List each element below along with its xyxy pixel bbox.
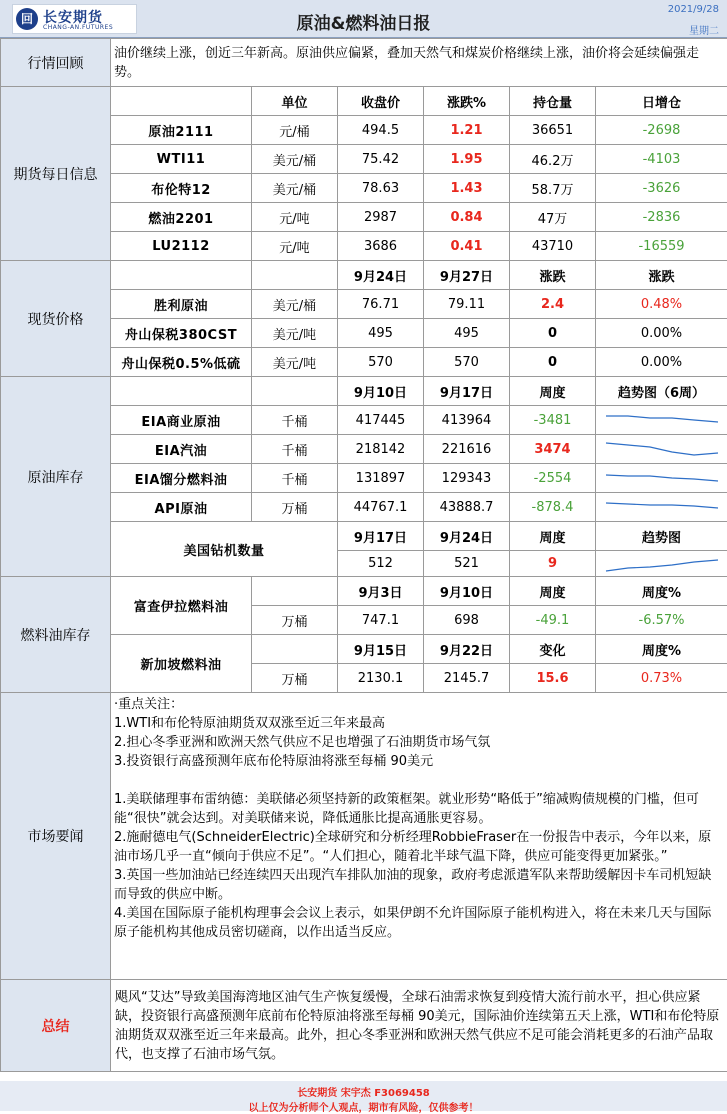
- futures-header-chg: 涨跌%: [424, 87, 510, 116]
- trend-sparkline-api-crude: [603, 496, 721, 518]
- news-item: 3.英国一些加油站已经连续四天出现汽车排队加油的现象，政府考虑派遣军队来帮助缓解因卡车司机短缺而导致的供应中断。: [114, 866, 724, 904]
- futures-delta: -2836: [596, 203, 727, 232]
- review-text: 油价继续上涨，创近三年新高。原油供应偏紧，叠加天然气和煤炭价格继续上涨，油价将会延续偏强走势。: [111, 39, 727, 87]
- spot-d1: 570: [338, 348, 424, 377]
- spot-pct: 0.00%: [596, 319, 727, 348]
- news-focus-item: 2.担心冬季亚洲和欧洲天然气供应不足也增强了石油期货市场气氛: [114, 733, 724, 752]
- review-label: 行情回顾: [1, 39, 111, 87]
- futures-header-close: 收盘价: [338, 87, 424, 116]
- crude-inv-header-trend: 趋势图（6周）: [596, 377, 727, 406]
- news-focus-item: 1.WTI和布伦特原油期货双双涨至近三年来最高: [114, 714, 724, 733]
- footer-disclaimer: 以上仅为分析师个人观点，期市有风险，仅供参考！: [0, 1099, 727, 1114]
- futures-unit: 元/吨: [252, 203, 338, 232]
- spot-unit: 美元/桶: [252, 290, 338, 319]
- trend-sparkline-cell: [596, 493, 727, 522]
- futures-close: 3686: [338, 232, 424, 261]
- fujairah-name: 富查伊拉燃料油: [111, 577, 252, 635]
- futures-oi: 46.2万: [510, 145, 596, 174]
- singapore-header-d2: 9月22日: [424, 635, 510, 664]
- futures-close: 75.42: [338, 145, 424, 174]
- crude-inv-unit: 万桶: [252, 493, 338, 522]
- crude-inv-label: 原油库存: [1, 377, 111, 577]
- futures-delta: -4103: [596, 145, 727, 174]
- spot-label: 现货价格: [1, 261, 111, 377]
- futures-close: 78.63: [338, 174, 424, 203]
- spot-chg: 0: [510, 319, 596, 348]
- crude-inv-wk: -3481: [510, 406, 596, 435]
- rig-d1: 512: [338, 551, 424, 577]
- crude-inv-header-d2: 9月17日: [424, 377, 510, 406]
- rig-header-d1: 9月17日: [338, 522, 424, 551]
- spot-chg: 0: [510, 348, 596, 377]
- futures-oi: 43710: [510, 232, 596, 261]
- futures-chg: 1.21: [424, 116, 510, 145]
- fujairah-d1: 747.1: [338, 606, 424, 635]
- crude-inv-d2: 221616: [424, 435, 510, 464]
- rig-count-name: 美国钻机数量: [111, 522, 338, 577]
- futures-name: 燃油2201: [111, 203, 252, 232]
- spot-chg: 2.4: [510, 290, 596, 319]
- spot-name: 舟山保税380CST: [111, 319, 252, 348]
- spot-header-row: [1, 261, 727, 290]
- spot-unit: 美元/吨: [252, 319, 338, 348]
- fuel-inv-label: 燃料油库存: [1, 577, 111, 693]
- spot-header-chg: 涨跌: [510, 261, 596, 290]
- singapore-pct: 0.73%: [596, 664, 727, 693]
- trend-sparkline-cell: [596, 406, 727, 435]
- singapore-header-d1: 9月15日: [338, 635, 424, 664]
- futures-name: LU2112: [111, 232, 252, 261]
- fujairah-header-d1: 9月3日: [338, 577, 424, 606]
- crude-inv-header-d1: 9月10日: [338, 377, 424, 406]
- futures-header-oi: 持仓量: [510, 87, 596, 116]
- trend-sparkline-eia-gasoline: [603, 438, 721, 460]
- crude-inv-d2: 413964: [424, 406, 510, 435]
- crude-inv-unit: 千桶: [252, 435, 338, 464]
- crude-inv-d1: 44767.1: [338, 493, 424, 522]
- logo-english-name: CHANG-AN.FUTURES: [43, 24, 113, 31]
- news-label: 市场要闻: [1, 693, 111, 980]
- fujairah-unit: 万桶: [252, 606, 338, 635]
- spot-pct: 0.00%: [596, 348, 727, 377]
- singapore-wk: 15.6: [510, 664, 596, 693]
- rig-header-d2: 9月24日: [424, 522, 510, 551]
- report-weekday: 星期二: [689, 22, 719, 37]
- crude-inv-d2: 43888.7: [424, 493, 510, 522]
- spot-d1: 76.71: [338, 290, 424, 319]
- report-header: [0, 0, 727, 38]
- crude-inv-unit: 千桶: [252, 406, 338, 435]
- logo-icon: 回: [16, 8, 38, 30]
- futures-delta: -2698: [596, 116, 727, 145]
- futures-header-row: [1, 87, 727, 116]
- singapore-d1: 2130.1: [338, 664, 424, 693]
- singapore-d2: 2145.7: [424, 664, 510, 693]
- futures-oi: 58.7万: [510, 174, 596, 203]
- news-item: 1.美联储理事布雷纳德：美联储必须坚持新的政策框架。就业形势“略低于”缩减购债规模的门槛，但可能“很快”就会达到。对美联储来说，降低通胀比提高通胀更容易。: [114, 790, 724, 828]
- crude-inv-d1: 131897: [338, 464, 424, 493]
- futures-delta: -3626: [596, 174, 727, 203]
- trend-sparkline-eia-distillate: [603, 467, 721, 489]
- footer-author: 长安期货 宋宇杰 F3069458: [0, 1084, 727, 1099]
- singapore-header-wk: 变化: [510, 635, 596, 664]
- singapore-unit: 万桶: [252, 664, 338, 693]
- futures-name: 布伦特12: [111, 174, 252, 203]
- futures-unit: 元/吨: [252, 232, 338, 261]
- fujairah-d2: 698: [424, 606, 510, 635]
- futures-close: 2987: [338, 203, 424, 232]
- news-focus-item: 3.投资银行高盛预测年底布伦特原油将涨至每桶 90美元: [114, 752, 724, 771]
- futures-name: 原油2111: [111, 116, 252, 145]
- futures-oi: 47万: [510, 203, 596, 232]
- crude-inv-d1: 417445: [338, 406, 424, 435]
- singapore-header-pct: 周度%: [596, 635, 727, 664]
- fujairah-header-d2: 9月10日: [424, 577, 510, 606]
- spot-d2: 570: [424, 348, 510, 377]
- futures-unit: 美元/桶: [252, 145, 338, 174]
- spot-name: 胜利原油: [111, 290, 252, 319]
- crude-inv-name: EIA汽油: [111, 435, 252, 464]
- report-date: 2021/9/28: [668, 4, 719, 15]
- futures-header-delta: 日增仓: [596, 87, 727, 116]
- singapore-name: 新加坡燃料油: [111, 635, 252, 693]
- fujairah-header-row: [1, 577, 727, 606]
- spot-name: 舟山保税0.5%低硫: [111, 348, 252, 377]
- spot-d2: 495: [424, 319, 510, 348]
- rig-wk: 9: [510, 551, 596, 577]
- logo-chinese-name: 长安期货: [43, 7, 103, 27]
- crude-inv-wk: 3474: [510, 435, 596, 464]
- futures-oi: 36651: [510, 116, 596, 145]
- crude-inv-unit: 千桶: [252, 464, 338, 493]
- news-row: [1, 693, 727, 980]
- futures-chg: 0.84: [424, 203, 510, 232]
- spot-header-d1: 9月24日: [338, 261, 424, 290]
- review-row: [1, 39, 727, 87]
- summary-text: 飓风“艾达”导致美国海湾地区油气生产恢复缓慢，全球石油需求恢复到疫情大流行前水平，担心供应紧缺，投资银行高盛预测年底前布伦特原油将涨至每桶 90美元，国际油价连续第五天上涨，WTI和布伦特原油期货双双涨至近三年来最高。此外，担心冬季亚洲和欧洲天然气供应不足可能会消耗更多的石油产品取代，也支撑了石油市场气氛。: [111, 980, 727, 1072]
- crude-inv-header-row: [1, 377, 727, 406]
- news-focus-heading: ·重点关注：: [114, 695, 724, 714]
- futures-close: 494.5: [338, 116, 424, 145]
- fujairah-pct: -6.57%: [596, 606, 727, 635]
- crude-inv-d1: 218142: [338, 435, 424, 464]
- futures-header-unit: 单位: [252, 87, 338, 116]
- crude-inv-wk: -2554: [510, 464, 596, 493]
- crude-inv-d2: 129343: [424, 464, 510, 493]
- summary-label: 总结: [1, 980, 111, 1072]
- crude-inv-header-wk: 周度: [510, 377, 596, 406]
- summary-row: [1, 980, 727, 1072]
- futures-label: 期货每日信息: [1, 87, 111, 261]
- crude-inv-wk: -878.4: [510, 493, 596, 522]
- crude-inv-name: EIA馏分燃料油: [111, 464, 252, 493]
- crude-inv-name: API原油: [111, 493, 252, 522]
- futures-name: WTI11: [111, 145, 252, 174]
- trend-sparkline-eia-crude: [603, 409, 721, 431]
- futures-chg: 0.41: [424, 232, 510, 261]
- futures-unit: 美元/桶: [252, 174, 338, 203]
- rig-header-trend: 趋势图: [596, 522, 727, 551]
- fujairah-header-wk: 周度: [510, 577, 596, 606]
- trend-sparkline-cell: [596, 464, 727, 493]
- trend-sparkline-cell: [596, 551, 727, 577]
- fujairah-header-pct: 周度%: [596, 577, 727, 606]
- trend-sparkline-cell: [596, 435, 727, 464]
- futures-delta: -16559: [596, 232, 727, 261]
- futures-unit: 元/桶: [252, 116, 338, 145]
- crude-inv-name: EIA商业原油: [111, 406, 252, 435]
- news-item: 2.施耐德电气(SchneiderElectric)全球研究和分析经理RobbieFraser在一份报告中表示，今年以来，原油市场几乎一直“倾向于供应不足”。“人们担心，随着北半球气温下降，供应可能变得更加紧张。”: [114, 828, 724, 866]
- report-title: 原油&燃料油日报: [0, 9, 727, 34]
- fujairah-wk: -49.1: [510, 606, 596, 635]
- news-content: [111, 693, 727, 980]
- daily-report-table: [0, 38, 727, 1072]
- spot-pct: 0.48%: [596, 290, 727, 319]
- spot-header-d2: 9月27日: [424, 261, 510, 290]
- spot-header-pct: 涨跌: [596, 261, 727, 290]
- futures-chg: 1.43: [424, 174, 510, 203]
- rig-d2: 521: [424, 551, 510, 577]
- futures-chg: 1.95: [424, 145, 510, 174]
- spot-d2: 79.11: [424, 290, 510, 319]
- spot-d1: 495: [338, 319, 424, 348]
- trend-sparkline-rig-count: [603, 554, 721, 574]
- news-item: 4.美国在国际原子能机构理事会会议上表示，如果伊朗不允许国际原子能机构进入，将在未来几天与国际原子能机构其他成员密切磋商，以作出适当反应。: [114, 904, 724, 942]
- report-footer: [0, 1081, 727, 1111]
- spot-unit: 美元/吨: [252, 348, 338, 377]
- rig-header-wk: 周度: [510, 522, 596, 551]
